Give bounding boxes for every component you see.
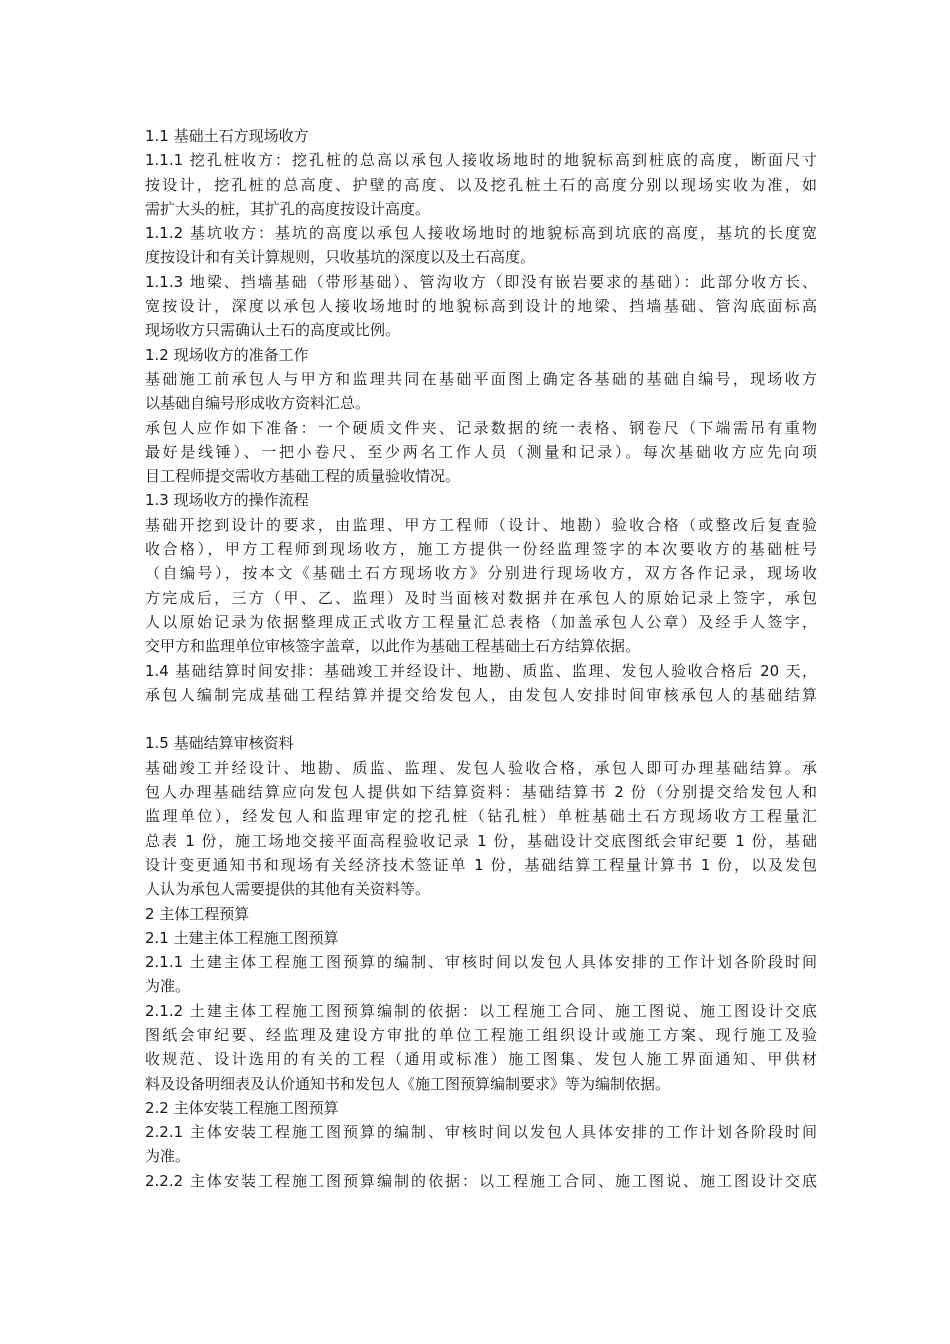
text-line: 1.1 基础土石方现场收方 bbox=[145, 127, 309, 145]
text-line: 交甲方和监理单位审核签字盖章，以此作为基础工程基础土石方结算依据。 bbox=[145, 637, 641, 656]
text-line: 为准。 bbox=[145, 1147, 191, 1166]
text-line: 人认为承包人需要提供的其他有关资料等。 bbox=[145, 880, 431, 899]
text-line: 设计变更通知书和现场有关经济技术签证单 1 份，基础结算工程量计算书 1 份，以及发包 bbox=[145, 855, 817, 874]
text-line: 目工程师提交需收方基础工程的质量验收情况。 bbox=[145, 467, 461, 486]
text-line: 收合格），甲方工程师到现场收方，施工方提供一份经监理签字的本次要收方的基础桩号 bbox=[145, 540, 817, 559]
text-line: 总表 1 份，施工场地交接平面高程验收记录 1 份，基础设计交底图纸会审纪要 1 份，基础 bbox=[145, 831, 817, 850]
text-line: 承包人编制完成基础工程结算并提交给发包人，由发包人安排时间审核承包人的基础结算 bbox=[145, 685, 817, 704]
text-line: 1.1.2 基坑收方：基坑的高度以承包人接收场地时的地貌标高到坑底的高度，基坑的长度宽 bbox=[145, 224, 817, 243]
text-line: 1.2 现场收方的准备工作 bbox=[145, 345, 309, 364]
text-line: 包人办理基础结算应向发包人提供如下结算资料：基础结算书 2 份（分别提交给发包人和 bbox=[145, 783, 817, 802]
text-line: 2.1 土建主体工程施工图预算 bbox=[145, 928, 339, 947]
text-line: 监理单位），经发包人和监理审定的挖孔桩（钻孔桩）单桩基础土石方现场收方工程量汇 bbox=[145, 807, 817, 826]
text-line: 基础竣工并经设计、地勘、质监、监理、发包人验收合格，承包人即可办理基础结算。承 bbox=[145, 758, 817, 777]
text-line: （自编号），按本文《基础土石方现场收方》分别进行现场收方，双方各作记录，现场收 bbox=[145, 564, 817, 583]
text-line: 1.4 基础结算时间安排：基础竣工并经设计、地勘、质监、监理、发包人验收合格后 20 天， bbox=[145, 661, 817, 680]
text-line: 1.3 现场收方的操作流程 bbox=[145, 491, 309, 510]
text-line: 1.5 基础结算审核资料 bbox=[145, 734, 294, 753]
text-line: 方完成后，三方（甲、乙、监理）及时当面核对数据并在承包人的原始记录上签字，承包 bbox=[145, 588, 817, 607]
text-line: 基础开挖到设计的要求，由监理、甲方工程师（设计、地勘）验收合格（或整改后复查验 bbox=[145, 515, 817, 534]
text-line: 基础施工前承包人与甲方和监理共同在基础平面图上确定各基础的基础自编号，现场收方 bbox=[145, 369, 817, 388]
text-line: 为准。 bbox=[145, 977, 191, 996]
text-line: 2.2.1 主体安装工程施工图预算的编制、审核时间以发包人具体安排的工作计划各阶段时间 bbox=[145, 1123, 817, 1142]
text-line: 宽按设计，深度以承包人接收场地时的地貌标高到设计的地梁、挡墙基础、管沟底面标高 bbox=[145, 297, 817, 316]
text-line: 现场收方只需确认土石的高度或比例。 bbox=[145, 321, 401, 340]
text-line: 2.2 主体安装工程施工图预算 bbox=[145, 1098, 339, 1117]
text-line: 需扩大头的桩，其扩孔的高度按设计高度。 bbox=[145, 199, 431, 218]
text-line: 2.1.2 土建主体工程施工图预算编制的依据：以工程施工合同、施工图说、施工图设计交底 bbox=[145, 1001, 817, 1020]
text-line: 图纸会审纪要、经监理及建设方审批的单位工程施工组织设计或施工方案、现行施工及验 bbox=[145, 1025, 817, 1044]
text-line: 2.1.1 土建主体工程施工图预算的编制、审核时间以发包人具体安排的工作计划各阶段时间 bbox=[145, 953, 817, 972]
text-line: 承包人应作如下准备：一个硬质文件夹、记录数据的统一表格、钢卷尺（下端需吊有重物 bbox=[145, 418, 817, 437]
text-line: 料及设备明细表及认价通知书和发包人《施工图预算编制要求》等为编制依据。 bbox=[145, 1074, 671, 1093]
document-body bbox=[145, 124, 817, 1193]
text-line: 人以原始记录为依据整理成正式收方工程量汇总表格（加盖承包人公章）及经手人签字， bbox=[145, 612, 817, 631]
text-line: 2 主体工程预算 bbox=[145, 904, 250, 923]
text-line: 1.1.3 地梁、挡墙基础（带形基础）、管沟收方（即没有嵌岩要求的基础）：此部分收方长、 bbox=[145, 272, 817, 291]
text-line: 1.1.1 挖孔桩收方：挖孔桩的总高以承包人接收场地时的地貌标高到桩底的高度，断面尺寸 bbox=[145, 151, 817, 170]
text-line: 收规范、设计选用的有关的工程（通用或标准）施工图集、发包人施工界面通知、甲供材 bbox=[145, 1050, 817, 1069]
text-line: 最好是线锤）、一把小卷尺、至少两名工作人员（测量和记录）。每次基础收方应先向项 bbox=[145, 442, 817, 461]
text-line: 度按设计和有关计算规则，只收基坑的深度以及土石高度。 bbox=[145, 248, 536, 267]
text-line: 按设计，挖孔桩的总高度、护壁的高度、以及挖孔桩土石的高度分别以现场实收为准，如 bbox=[145, 175, 817, 194]
blank-line bbox=[145, 707, 817, 731]
text-line: 以基础自编号形成收方资料汇总。 bbox=[145, 394, 371, 413]
text-line: 2.2.2 主体安装工程施工图预算编制的依据：以工程施工合同、施工图说、施工图设计交底 bbox=[145, 1171, 817, 1190]
